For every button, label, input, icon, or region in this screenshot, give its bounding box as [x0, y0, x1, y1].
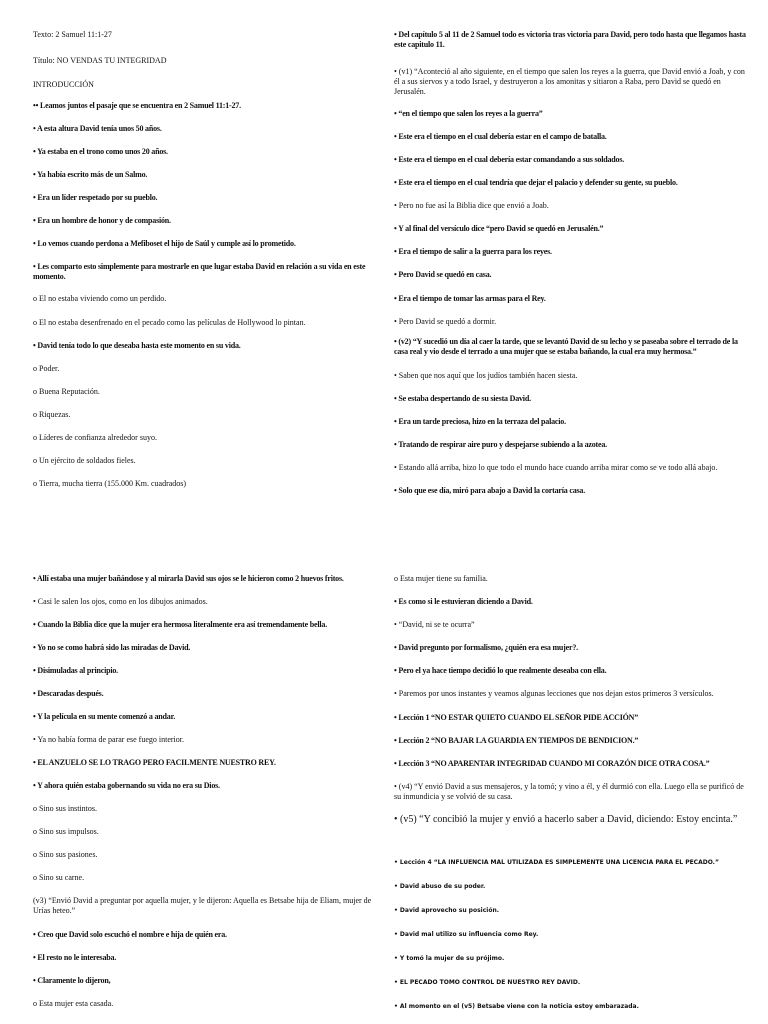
paragraph: o Buena Reputación.: [33, 387, 100, 396]
paragraph: • David abuso de su poder.: [394, 883, 486, 890]
paragraph: • Y la película en su mente comenzó a andar.: [33, 712, 175, 721]
paragraph: • Lección 1 “NO ESTAR QUIETO CUANDO EL SEÑOR PIDE ACCIÓN”: [394, 713, 639, 722]
paragraph: • (v2) “Y sucedió un día al caer la tarde, que se levantó David de su lecho y se paseaba sobre el terrado de la casa real y vio desde el terrado a una mujer que se estaba bañando, la cual era muy hermosa.”: [394, 337, 738, 356]
paragraph: • (v4) “Y envió David a sus mensajeros, y la tomó; y vino a él, y él durmió con ella. Luego ella se purificó de su inmundicia y se volvió de su casa.: [394, 782, 744, 801]
paragraph: • David aprovecho su posición.: [394, 907, 500, 914]
paragraph: • EL PECADO TOMO CONTROL DE NUESTRO REY DAVID.: [394, 979, 581, 986]
paragraph: o Sino su carne.: [33, 873, 85, 882]
paragraph: • Era un tarde preciosa, hizo en la terraza del palacio.: [394, 417, 566, 426]
paragraph: o Sino sus instintos.: [33, 804, 98, 813]
paragraph: • “en el tiempo que salen los reyes a la guerra”: [394, 109, 543, 118]
paragraph: • Paremos por unos instantes y veamos algunas lecciones que nos dejan estos primeros 3 versículos.: [394, 689, 714, 698]
paragraph: • Casi le salen los ojos, como en los dibujos animados.: [33, 597, 208, 606]
paragraph: • David mal utilizo su influencia como Rey.: [394, 931, 539, 938]
paragraph: o Esta mujer tiene su familia.: [394, 574, 488, 583]
paragraph: • Y ahora quién estaba gobernando su vida no era su Dios.: [33, 781, 220, 790]
paragraph: o Un ejército de soldados fieles.: [33, 456, 136, 465]
paragraph: • Ya no había forma de parar ese fuego interior.: [33, 735, 184, 744]
paragraph: • Creo que David solo escuchó el nombre e hija de quién era.: [33, 930, 227, 939]
paragraph: • Claramente lo dijeron,: [33, 976, 111, 985]
paragraph: • Este era el tiempo en el cual tendría que dejar el palacio y defender su gente, su pueblo.: [394, 178, 678, 187]
paragraph: • Estando allá arriba, hizo lo que todo el mundo hace cuando arriba mirar como se ve todo allá abajo.: [394, 463, 718, 472]
paragraph: • Y tomó la mujer de su prójimo.: [394, 955, 505, 962]
paragraph: • Pero David se quedó en casa.: [394, 270, 492, 279]
paragraph: Título: NO VENDAS TU INTEGRIDAD: [33, 56, 167, 65]
paragraph: o Riquezas.: [33, 410, 71, 419]
paragraph: • Era un líder respetado por su pueblo.: [33, 193, 158, 202]
paragraph: • Cuando la Biblia dice que la mujer era hermosa literalmente era así tremendamente bella.: [33, 620, 328, 629]
paragraph: • Este era el tiempo en el cual debería estar en el campo de batalla.: [394, 132, 607, 141]
paragraph: • Es como si le estuvieran diciendo a David.: [394, 597, 533, 606]
paragraph: Texto: 2 Samuel 11:1-27: [33, 30, 112, 39]
paragraph: • Y al final del versículo dice “pero David se quedó en Jerusalén.”: [394, 224, 604, 233]
paragraph: • Ya estaba en el trono como unos 20 años.: [33, 147, 168, 156]
paragraph: • (v1) “Aconteció al año siguiente, en el tiempo que salen los reyes a la guerra, que David envió a Joab, y con él a sus siervos y a todo Israel, y destruyeron a los amonitas y sitiaron a Raba, pero David se quedó en Jerusalén.: [394, 67, 745, 96]
paragraph: • Descaradas después.: [33, 689, 104, 698]
paragraph: o Sino sus pasiones.: [33, 850, 98, 859]
paragraph: • Les comparto esto simplemente para mostrarle en que lugar estaba David en relación a su vida en este momento.: [33, 262, 366, 281]
paragraph: • Era un hombre de honor y de compasión.: [33, 216, 171, 225]
paragraph: • El resto no le interesaba.: [33, 953, 117, 962]
paragraph: o El no estaba desenfrenado en el pecado como las películas de Hollywood lo pintan.: [33, 318, 306, 327]
paragraph: • Al momento en el (v5) Betsabe viene con la noticia estoy embarazada.: [394, 1003, 639, 1010]
paragraph: o El no estaba viviendo como un perdido.: [33, 294, 167, 303]
paragraph: (v3) “Envió David a preguntar por aquella mujer, y le dijeron: Aquella es Betsabe hija de Eliam, mujer de Urías heteo.”: [33, 896, 372, 915]
paragraph: o Sino sus impulsos.: [33, 827, 99, 836]
paragraph: • Se estaba despertando de su siesta David.: [394, 394, 531, 403]
paragraph: • Pero David se quedó a dormir.: [394, 317, 497, 326]
paragraph: o Tierra, mucha tierra (155.000 Km. cuadrados): [33, 479, 187, 488]
paragraph: • Solo que ese día, miró para abajo a David la cortaría casa.: [394, 486, 586, 495]
paragraph: • Allí estaba una mujer bañándose y al mirarla David sus ojos se le hicieron como 2 huevos fritos.: [33, 574, 344, 583]
paragraph: • Lo vemos cuando perdona a Mefiboset el hijo de Saúl y cumple así lo prometido.: [33, 239, 296, 248]
paragraph: • Tratando de respirar aire puro y despejarse subiendo a la azotea.: [394, 440, 607, 449]
paragraph: • (v5) “Y concibió la mujer y envió a hacerlo saber a David, diciendo: Estoy encinta.”: [394, 814, 738, 825]
paragraph: • Lección 4 “LA INFLUENCIA MAL UTILIZADA ES SIMPLEMENTE UNA LICENCIA PARA EL PECADO.”: [394, 859, 719, 866]
paragraph: • “David, ni se te ocurra”: [394, 620, 475, 629]
paragraph: INTRODUCCIÓN: [33, 80, 94, 89]
paragraph: • Pero el ya hace tiempo decidió lo que realmente deseaba con ella.: [394, 666, 607, 675]
paragraph: • Lección 2 “NO BAJAR LA GUARDIA EN TIEMPOS DE BENDICION.”: [394, 736, 639, 745]
paragraph: • A esta altura David tenía unos 50 años.: [33, 124, 162, 133]
paragraph: • Era el tiempo de tomar las armas para el Rey.: [394, 294, 546, 303]
paragraph: •• Leamos juntos el pasaje que se encuentra en 2 Samuel 11:1-27.: [33, 101, 241, 110]
paragraph: • Yo no se como habrá sido las miradas de David.: [33, 643, 191, 652]
paragraph: • Del capítulo 5 al 11 de 2 Samuel todo es victoria tras victoria para David, pero todo hasta que llegamos hasta este capitulo 11.: [394, 30, 746, 49]
paragraph: o Esta mujer esta casada.: [33, 999, 114, 1008]
paragraph: • Saben que nos aquí que los judíos también hacen siesta.: [394, 371, 578, 380]
paragraph: • Pero no fue así la Biblia dice que envió a Joab.: [394, 201, 549, 210]
paragraph: o Líderes de confianza alrededor suyo.: [33, 433, 157, 442]
paragraph: • Era el tiempo de salir a la guerra para los reyes.: [394, 247, 552, 256]
paragraph: o Poder.: [33, 364, 60, 373]
paragraph: • Este era el tiempo en el cual debería estar comandando a sus soldados.: [394, 155, 625, 164]
paragraph: • Ya había escrito más de un Salmo.: [33, 170, 148, 179]
paragraph: • David tenía todo lo que deseaba hasta este momento en su vida.: [33, 341, 241, 350]
paragraph: • EL ANZUELO SE LO TRAGO PERO FACILMENTE NUESTRO REY.: [33, 758, 276, 767]
paragraph: • Disimuladas al principio.: [33, 666, 118, 675]
paragraph: • David pregunto por formalismo, ¿quién era esa mujer?.: [394, 643, 578, 652]
paragraph: • Lección 3 “NO APARENTAR INTEGRIDAD CUANDO MI CORAZÓN DICE OTRA COSA.”: [394, 759, 710, 768]
